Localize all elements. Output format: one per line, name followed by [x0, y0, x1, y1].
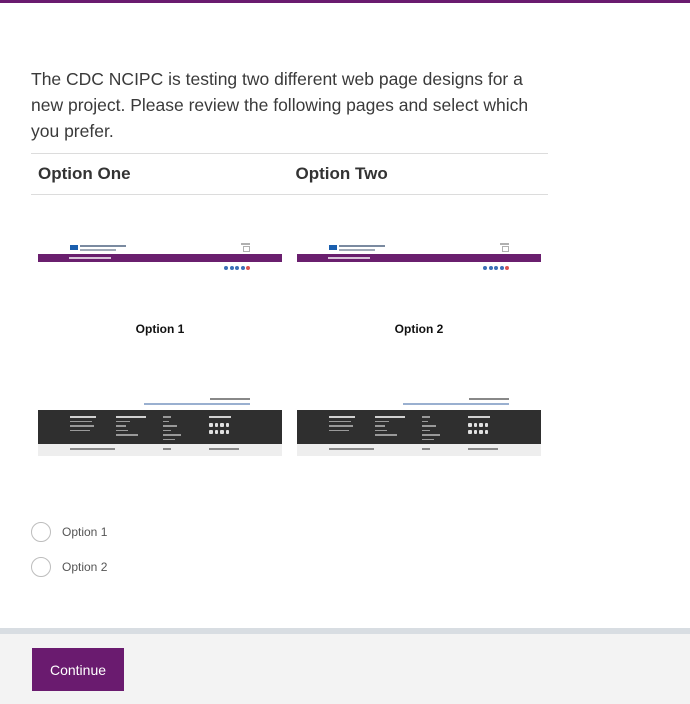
comparison-header [31, 153, 548, 195]
top-accent-bar [0, 0, 690, 3]
footer-column-4 [209, 416, 233, 421]
footer-column-3 [163, 416, 185, 443]
search-label-line [241, 243, 250, 245]
cdc-logo-icon [70, 245, 78, 250]
thumbnail-footer-bottom [297, 444, 541, 456]
footer-social-icons [209, 423, 229, 427]
option-2-choice[interactable] [31, 557, 107, 577]
facebook-icon [224, 266, 228, 270]
logo-text-line [80, 245, 126, 247]
footer-column-2 [116, 416, 146, 439]
search-icon [243, 246, 250, 252]
footer-social-icons [468, 423, 488, 427]
facebook-icon [483, 266, 487, 270]
logo-subtext-line [339, 249, 375, 251]
search-label-line [500, 243, 509, 245]
design-thumbnail-option-2 [297, 238, 541, 456]
nav-title-line [69, 257, 111, 259]
email-icon [505, 266, 509, 270]
nav-title-line [328, 257, 370, 259]
syndicate-icon [500, 266, 504, 270]
social-share-icons [224, 266, 250, 270]
option-2-label[interactable]: Option 2 [62, 560, 108, 574]
linkedin-icon [235, 266, 239, 270]
syndicate-icon [241, 266, 245, 270]
footer-app-icons [468, 430, 488, 434]
thumbnail-footer [38, 410, 282, 444]
answer-options [31, 522, 107, 592]
footer-app-icons [209, 430, 229, 434]
cdc-logo-icon [329, 245, 337, 250]
linkedin-icon [494, 266, 498, 270]
footer-column-3 [422, 416, 444, 443]
column-title-option-two: Option Two [295, 164, 388, 183]
footer-column-4 [468, 416, 492, 421]
thumbnail-title: Option 2 [394, 322, 444, 336]
search-icon [502, 246, 509, 252]
thumbnail-title: Option 1 [135, 322, 185, 336]
twitter-icon [230, 266, 234, 270]
footer-column-1 [70, 416, 100, 434]
footer-column-2 [375, 416, 405, 439]
email-icon [246, 266, 250, 270]
option-1-label[interactable]: Option 1 [62, 525, 108, 539]
twitter-icon [489, 266, 493, 270]
logo-subtext-line [80, 249, 116, 251]
option-1-radio[interactable] [31, 522, 51, 542]
thumbnail-site-header [297, 240, 541, 254]
option-2-radio[interactable] [31, 557, 51, 577]
comparison-table [31, 153, 548, 195]
thumbnail-footer-bottom [38, 444, 282, 456]
logo-text-line [339, 245, 385, 247]
footer-column-1 [329, 416, 359, 434]
thumbnail-footer [297, 410, 541, 444]
option-1-choice[interactable] [31, 522, 107, 542]
page-updated-line [210, 398, 250, 400]
column-title-option-one: Option One [38, 164, 131, 183]
thumbnail-site-header [38, 240, 282, 254]
page-updated-line [469, 398, 509, 400]
social-share-icons [483, 266, 509, 270]
content-source-line [144, 403, 250, 405]
content-source-line [403, 403, 509, 405]
design-thumbnail-option-1 [38, 238, 282, 456]
continue-button[interactable]: Continue [32, 648, 124, 691]
question-text: The CDC NCIPC is testing two different web page designs for a new project. Please review the following pages and select which you prefer. [31, 69, 529, 141]
